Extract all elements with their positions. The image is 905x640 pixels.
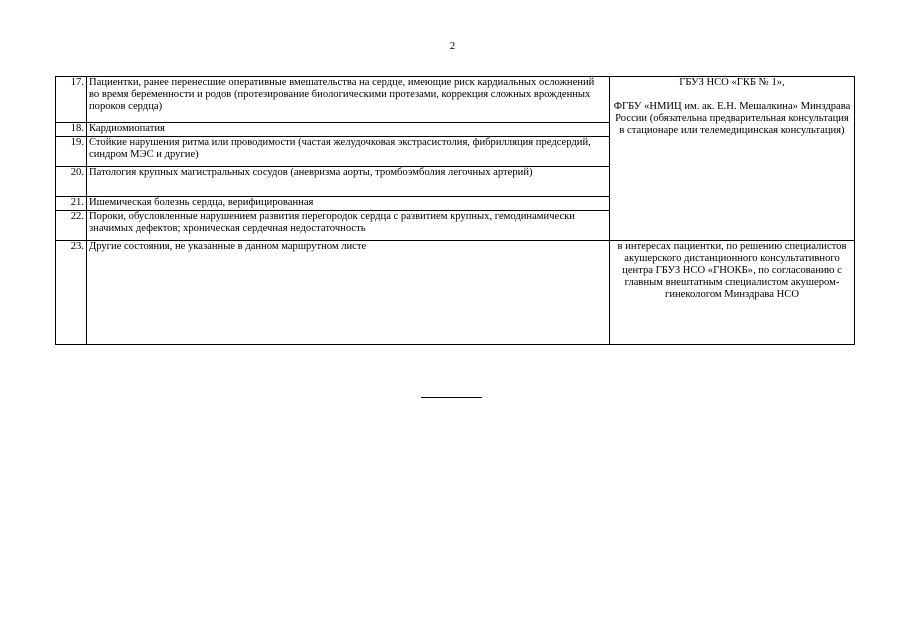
condition-text: Стойкие нарушения ритма или проводимости (частая желудочковая экстрасистолия, фибрилляция предсердий, синдром МЭС и другие) <box>87 137 610 167</box>
destination-cardiac-line2: ФГБУ «НМИЦ им. ак. Е.Н. Мешалкина» Минздрава России (обязательна предварительная консультация в стационаре или телемедицинская консультация) <box>613 101 851 136</box>
row-number: 23. <box>56 241 87 345</box>
closing-divider <box>421 397 482 398</box>
routing-table <box>55 76 855 345</box>
destination-cardiac <box>610 77 855 241</box>
page-number: 2 <box>449 40 456 52</box>
destination-cardiac-line1: ГБУЗ НСО «ГКБ № 1», <box>679 77 785 88</box>
condition-text: Патология крупных магистральных сосудов (аневризма аорты, тромбоэмболия легочных артерий) <box>87 167 610 197</box>
row-number: 17. <box>56 77 87 123</box>
condition-text: Пороки, обусловленные нарушением развития перегородок сердца с развитием крупных, гемодинамически значимых дефектов; хроническая сердечная недостаточность <box>87 211 610 241</box>
table-row <box>56 241 855 345</box>
row-number: 20. <box>56 167 87 197</box>
condition-text: Пациентки, ранее перенесшие оперативные вмешательства на сердце, имеющие риск кардиальных осложнений во время беременности и родов (протезирование биологическими протезами, коррекция сложных врожденных пороков сердца) <box>87 77 610 123</box>
condition-text: Ишемическая болезнь сердца, верифицированная <box>87 197 610 211</box>
condition-text: Другие состояния, не указанные в данном маршрутном листе <box>87 241 610 345</box>
row-number: 19. <box>56 137 87 167</box>
row-number: 21. <box>56 197 87 211</box>
row-number: 18. <box>56 123 87 137</box>
row-number: 22. <box>56 211 87 241</box>
destination-other: в интересах пациентки, по решению специалистов акушерского дистанционного консультативного центра ГБУЗ НСО «ГНОКБ», по согласованию с главным внештатным специалистом акушером-гинекологом Минздрава НСО <box>610 241 855 345</box>
condition-text: Кардиомиопатия <box>87 123 610 137</box>
table-row <box>56 77 855 123</box>
